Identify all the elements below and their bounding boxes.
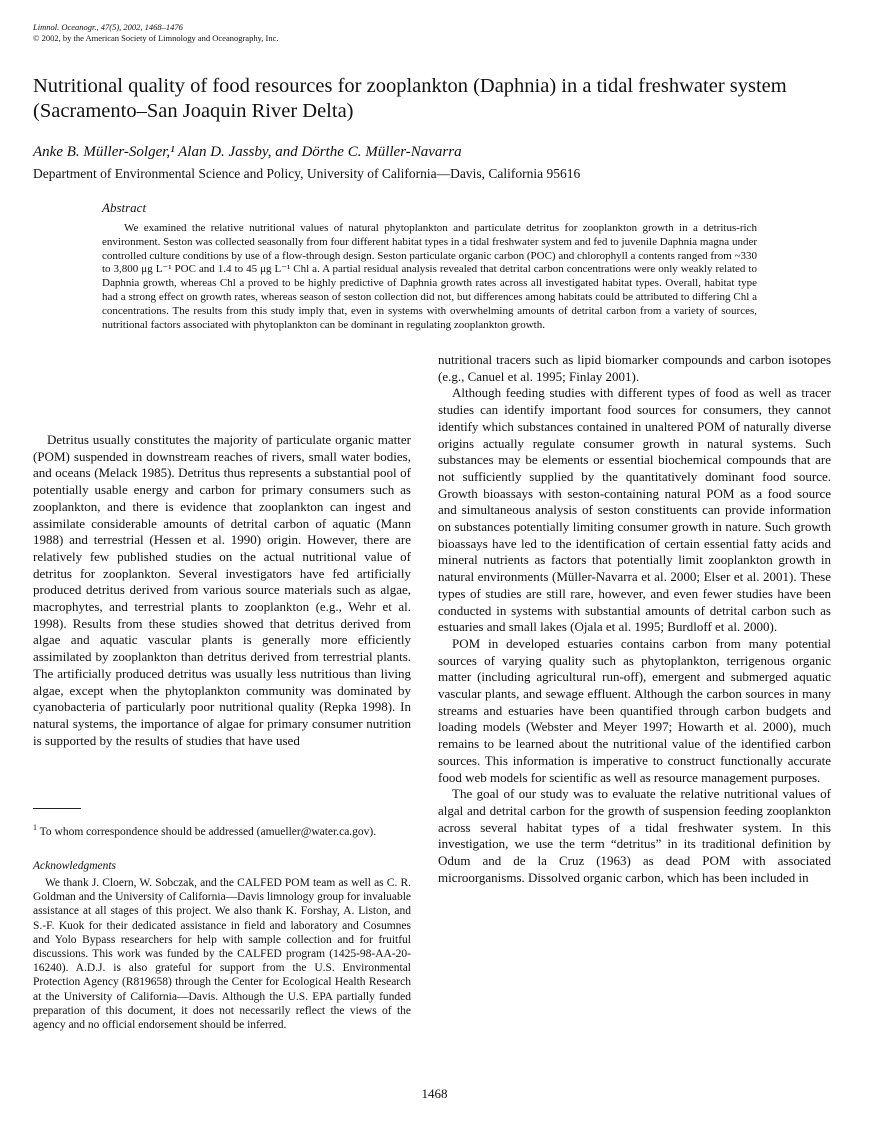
footnote (33, 821, 411, 839)
author-affiliation: Department of Environmental Science and Policy, University of California—Davis, California 95616 (33, 166, 581, 181)
abstract-heading: Abstract (102, 200, 147, 215)
footnote-text: To whom correspondence should be addressed (amueller@water.ca.gov). (39, 825, 377, 838)
acknowledgments-text: We thank J. Cloern, W. Sobczak, and the CALFED POM team as well as C. R. Goldman and the University of California—Davis limnology group for invaluable assistance at all stages of this project. We also thank K. Forshay, A. Liston, and S.-F. Kuok for their dedicated assistance in field and laboratory and Cosumnes and Yolo Bypass researchers for help with sample collection and for fruitful discussions. This work was funded by the CALFED program (1425-98-AA-20-16240). A.D.J. is also grateful for support from the U.S. Environmental Protection Agency (R819658) through the Center for Ecological Health Research at the University of California—Davis. Although the U.S. EPA partially funded preparation of this document, it does not necessarily reflect the views of the agency and no official endorsement should be inferred. (33, 877, 411, 1032)
body-paragraph: nutritional tracers such as lipid biomarker compounds and carbon isotopes (e.g., Canuel et al. 1995; Finlay 2001). (438, 352, 831, 384)
article-authors: Anke B. Müller-Solger,¹ Alan D. Jassby, and Dörthe C. Müller-Navarra (33, 144, 462, 160)
citation-line-2: © 2002, by the American Society of Limnology and Oceanography, Inc. (33, 33, 279, 43)
body-column-right (438, 352, 831, 887)
body-paragraph: The goal of our study was to evaluate the relative nutritional values of algal and detrital carbon for the growth of suspension feeding zooplankton across several habitat types of a tidal freshwater system. In this investigation, we use the term “detritus” in its traditional definition by Odum and de la Cruz (1963) as dead POM with associated microorganisms. Dissolved organic carbon, which has been included in (438, 786, 831, 885)
body-paragraph: POM in developed estuaries contains carbon from many potential sources of varying quality such as phytoplankton, terrigenous organic matter (including agricultural run-off), emergent and submerged aquatic vascular plants, and sewage effluent. Although the carbon sources in many streams and estuaries have been quantified through carbon budgets and loading models (Webster and Meyer 1997; Howarth et al. 2000), much remains to be learned about the nutritional value of the identified carbon sources. This information is imperative to construct functionally accurate food web models for scientific as well as resource management purposes. (438, 635, 831, 785)
journal-citation (33, 22, 279, 44)
body-column-left (33, 432, 411, 749)
body-paragraph: Detritus usually constitutes the majority of particulate organic matter (POM) suspended in downstream reaches of rivers, small water bodies, and oceans (Melack 1985). Detritus thus represents a substantial pool of potentially usable energy and carbon for primary consumers such as zooplankton, and there is evidence that zooplankton can ingest and assimilate considerable amounts of detrital carbon of aquatic (Mann 1988) and terrestrial (Hessen et al. 1990) origin. However, there are relatively few published studies on the actual nutritional value of detritus for zooplankton. Several investigators have fed artificially produced detritus derived from various source materials such as algae, macrophytes, and terrestrial plants to zooplankton (e.g., Wehr et al. 1998). Results from these studies showed that detritus derived from algae and aquatic vascular plants is generally more efficiently assimilated by zooplankton than detritus derived from terrestrial plants. The artificially produced detritus was usually less nutritious than living algae, except when the phytoplankton community was dominated by cyanobacteria of particularly poor nutritional quality (Repka 1998). In natural systems, the importance of algae for primary consumer nutrition is supported by the results of studies that have used (33, 432, 411, 748)
acknowledgments-heading: Acknowledgments (33, 860, 117, 872)
body-paragraph: Although feeding studies with different types of food as well as tracer studies can identify important food sources for consumers, they cannot identify which substances contained in unaltered POM of naturally diverse origins actually regulate consumer growth in natural systems. Such substances may be elements or essential biochemical compounds that are not sufficiently supplied by the quantitatively dominant food source. Growth bioassays with seston-containing natural POM as a food source and simultaneous analysis of seston constituents can provide information on substances potentially limiting consumer growth in nature. Such growth bioassays have led to the identification of certain essential fatty acids and mineral nutrients as factors that potentially limit zooplankton growth in natural environments (Müller-Navarra et al. 2000; Elser et al. 2001). These types of studies are still rare, however, and even fewer studies have been conducted in systems with substantial amounts of detrital carbon such as estuaries and small lakes (Ojala et al. 1995; Burdloff et al. 2000). (438, 385, 831, 635)
citation-line-1: Limnol. Oceanogr., 47(5), 2002, 1468–1476 (33, 22, 183, 32)
footnote-marker: 1 (33, 823, 37, 832)
abstract-text: We examined the relative nutritional values of natural phytoplankton and particulate detritus for zooplankton growth in a detritus-rich environment. Seston was collected seasonally from four different habitat types in a tidal freshwater system and fed to juvenile Daphnia magna under controlled culture conditions by use of a flow-through design. Seston particulate organic carbon (POC) and chlorophyll a contents ranged from ~330 to 3,800 μg L⁻¹ POC and 1.4 to 45 μg L⁻¹ Chl a. A partial residual analysis revealed that detrital carbon concentrations were only weakly related to Daphnia growth, whereas Chl a proved to be highly predictive of Daphnia growth rates across all investigated habitat types. Overall, habitat type had a strong effect on growth rates, whereas season of seston collection did not, but differences among habitats could be attributed to differing Chl a concentrations. The results from this study imply that, even in systems with overwhelming amounts of detrital carbon from a variety of sources, nutritional factors associated with phytoplankton can be dominant in regulating zooplankton growth. (102, 222, 757, 331)
article-title: Nutritional quality of food resources for zooplankton (Daphnia) in a tidal freshwater system (Sacramento–San Joaquin River Delta) (33, 75, 787, 122)
footnote-divider (33, 808, 81, 809)
page-number: 1468 (421, 1086, 448, 1101)
